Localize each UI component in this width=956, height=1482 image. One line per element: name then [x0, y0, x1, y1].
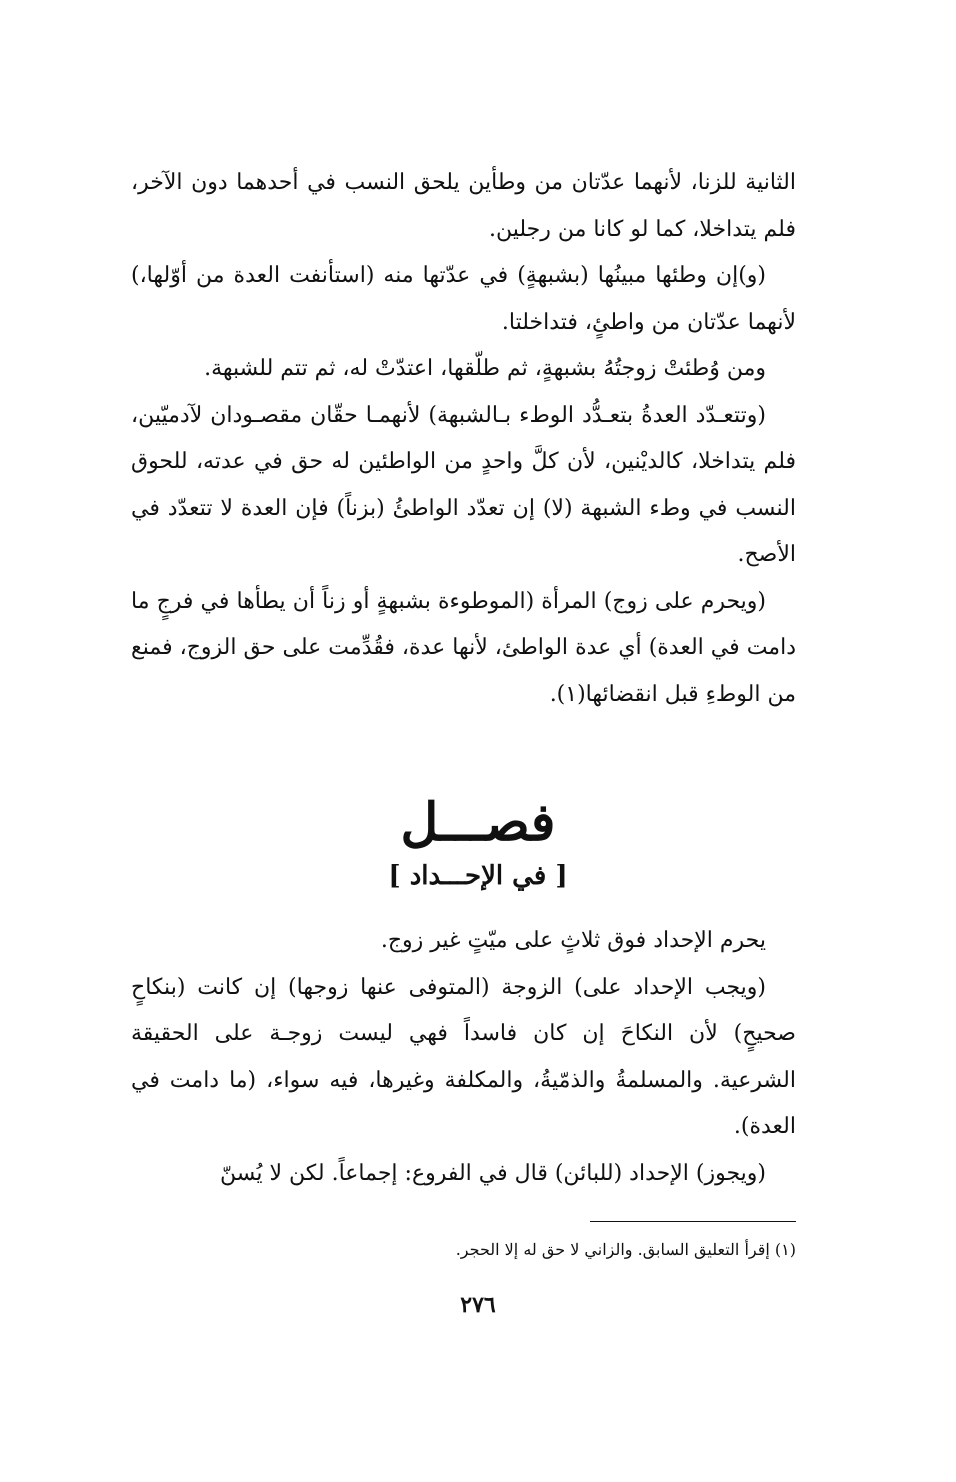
paragraph: الثانية للزنا، لأنهما عدّتان من وطأين يلحق النسب في أحدهما دون الآخر، فلم يتداخلا، كما لو كانا من رجلين.: [131, 170, 796, 242]
paragraph: (وتتعـدّد العدةُ بتعـدُّد الوطء بـالشبهة) لأنهمـا حقّان مقصـودان لآدميّين، فلم يتداخلا، كالديْنين، لأن كلَّ واحدٍ من الواطئين له حق في عدته، للحوق النسب في وطء الشبهة (لا) إن تعدّد الواطئُ (بزناً) فإن العدة لا تتعدّد في الأصح.: [131, 402, 796, 567]
paragraph: يحرم الإحداد فوق ثلاثٍ على ميّتٍ غير زوج.: [380, 928, 766, 953]
main-text-part-1: [131, 160, 796, 718]
paragraph: (ويجب الإحداد على) الزوجة (المتوفى عنها زوجها) إن كانت (بنكاحٍ صحيحٍ) لأن النكاحَ إن كان فاسداً فهي ليست زوجـة على الحقيقة الشرعية. والمسلمةُ والذمّيةُ، والمكلفة وغيرها، فيه سواء، (ما دامت في العدة).: [131, 974, 796, 1139]
paragraph: (ويجوز) الإحداد (للبائن) قال في الفروع: إجماعاً. لكن لا يُسنّ: [219, 1160, 766, 1186]
section-title: [ في الإحـــداد ]: [388, 861, 568, 891]
paragraph: ومن وُطئتْ زوجتُهُ بشبهةٍ، ثم طلّقها، اعتدّتْ له، ثم تتم للشبهة.: [204, 356, 766, 381]
page-number: ٢٧٦: [460, 1292, 496, 1318]
footnote: (١) إقرأ التعليق السابق. والزاني لا حق له إلا الحجر.: [455, 1240, 796, 1259]
paragraph: (ويحرم على زوج) المرأة (الموطوءة بشبهةٍ أو زناً أن يطأها في فرجٍ ما دامت في العدة) أي عدة الواطئ، لأنها عدة، فقُدِّمت على حق الزوج، فمنع من الوطءِ قبل انقضائها(١).: [131, 588, 796, 707]
footnote-separator: [590, 1221, 796, 1222]
section-ornament-heading: فصـــل: [400, 792, 556, 853]
main-text-part-2: [131, 918, 796, 1197]
paragraph: (و)إن وطئها مبينُها (بشبهةٍ) في عدّتها منه (استأنفت العدة من أوّلها،) لأنهما عدّتان من واطئٍ، فتداخلتا.: [131, 263, 796, 335]
